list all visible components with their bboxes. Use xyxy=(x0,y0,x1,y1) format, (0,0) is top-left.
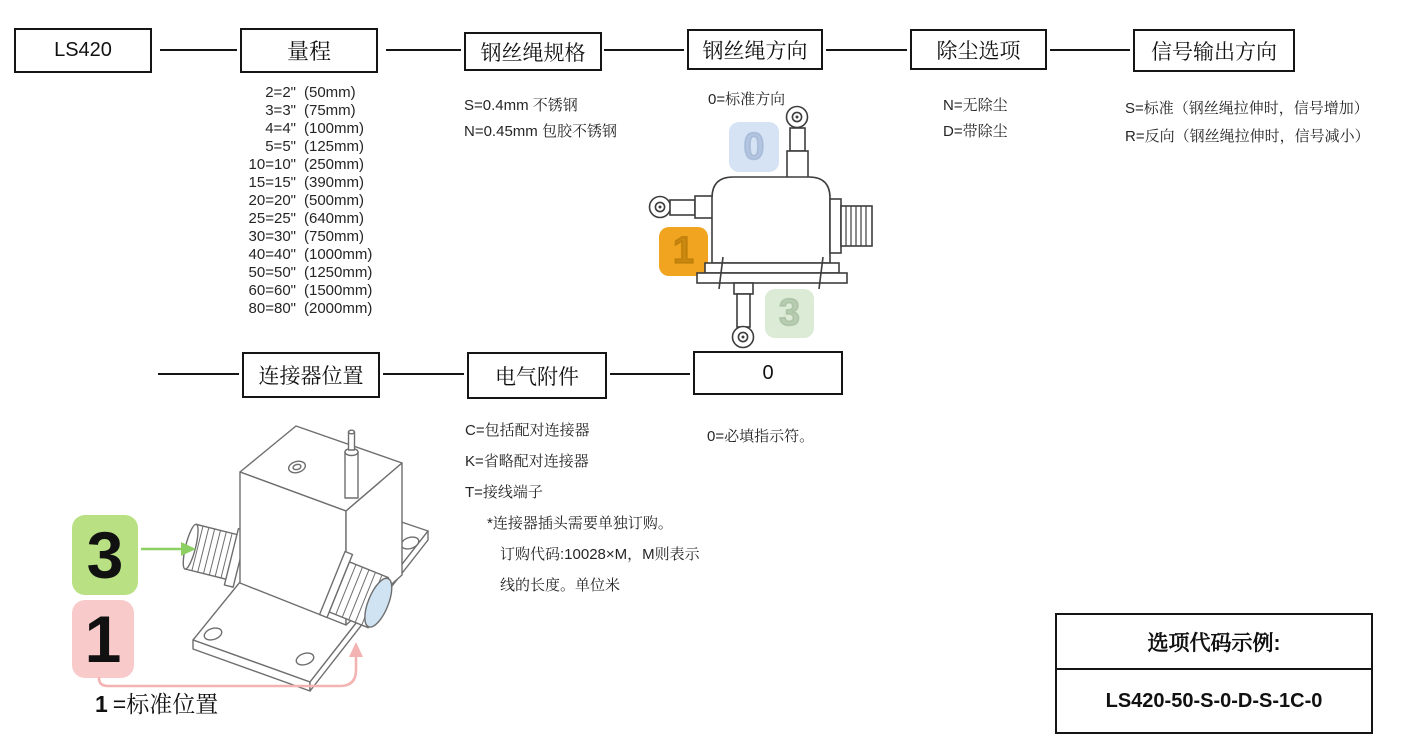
electrical-option-k: K=省略配对连接器 xyxy=(465,453,589,470)
range-options-list xyxy=(240,84,372,318)
connector-line xyxy=(160,49,237,51)
example-code-title: 选项代码示例: xyxy=(1057,615,1371,670)
electrical-options xyxy=(465,415,590,508)
range-label: 量程 xyxy=(286,39,331,64)
wire-spec-box xyxy=(464,32,602,71)
position-chip-1-digit: 1 xyxy=(84,602,122,676)
indicator-note: 0=必填指示符。 xyxy=(707,428,815,445)
electrical-box xyxy=(467,352,607,399)
range-option: 50=50" (1250mm) xyxy=(248,264,373,281)
dust-box xyxy=(910,29,1047,70)
connector-line xyxy=(604,49,684,51)
position-caption-text: =标准位置 xyxy=(112,691,219,717)
position-caption-number: 1 xyxy=(95,691,108,717)
range-option: 3=3" (75mm) xyxy=(265,102,356,119)
example-code-box xyxy=(1055,613,1373,734)
connector-position-box xyxy=(242,352,380,398)
electrical-footnote-3: 线的长度。单位米 xyxy=(500,577,621,594)
model-label: LS420 xyxy=(54,39,112,61)
range-option: 30=30" (750mm) xyxy=(248,228,365,245)
wire-direction-box xyxy=(687,29,823,70)
position-caption xyxy=(95,686,218,719)
electrical-label: 电气附件 xyxy=(495,365,579,389)
wire-direction-top-view-drawing xyxy=(650,107,873,348)
signal-box xyxy=(1133,29,1295,72)
direction-chip-0-digit: 0 xyxy=(743,125,765,168)
indicator-box xyxy=(693,351,843,395)
range-option: 4=4" (100mm) xyxy=(265,120,365,137)
indicator-label: 0 xyxy=(762,361,774,384)
connector-line xyxy=(383,373,464,375)
wire-spec-label: 钢丝绳规格 xyxy=(480,41,586,65)
signal-option-s: S=标准（钢丝绳拉伸时，信号增加） xyxy=(1125,100,1369,117)
connector-line xyxy=(1050,49,1130,51)
wire-direction-label: 钢丝绳方向 xyxy=(702,39,808,63)
signal-option-r: R=反向（钢丝绳拉伸时，信号减小） xyxy=(1125,128,1370,145)
signal-label: 信号输出方向 xyxy=(1151,40,1277,64)
range-option: 40=40" (1000mm) xyxy=(248,246,373,263)
position-chip-3-digit: 3 xyxy=(86,518,124,592)
range-option: 10=10" (250mm) xyxy=(248,156,365,173)
electrical-footnote-2: 订购代码:10028×M，M则表示 xyxy=(500,546,700,563)
electrical-footnotes xyxy=(487,508,700,601)
wire-direction-note: 0=标准方向 xyxy=(708,91,786,108)
connector-line xyxy=(158,373,239,375)
wire-spec-option-s: S=0.4mm 不锈钢 xyxy=(464,97,578,114)
connector-position-label: 连接器位置 xyxy=(258,365,364,388)
range-option: 25=25" (640mm) xyxy=(248,210,365,227)
wire-spec-option-n: N=0.45mm 包胶不锈钢 xyxy=(464,123,617,140)
dust-option-d: D=带除尘 xyxy=(943,123,1008,140)
direction-chip-1-digit: 1 xyxy=(672,230,695,272)
range-option: 60=60" (1500mm) xyxy=(248,282,373,299)
electrical-option-c: C=包括配对连接器 xyxy=(465,422,590,439)
connector-position-iso-drawing xyxy=(179,426,428,691)
dust-option-n: N=无除尘 xyxy=(943,97,1008,114)
electrical-option-t: T=接线端子 xyxy=(465,484,543,501)
example-code-value: LS420-50-S-0-D-S-1C-0 xyxy=(1105,689,1323,712)
connector-line xyxy=(610,373,690,375)
range-option: 15=15" (390mm) xyxy=(248,174,365,191)
range-option: 5=5" (125mm) xyxy=(265,138,365,155)
range-option: 20=20" (500mm) xyxy=(248,192,365,209)
range-option: 2=2" (50mm) xyxy=(265,84,356,101)
connector-line xyxy=(386,49,461,51)
range-option: 80=80" (2000mm) xyxy=(248,300,373,317)
connector-line xyxy=(826,49,907,51)
electrical-footnote-1: *连接器插头需要单独订购。 xyxy=(487,515,673,532)
model-box xyxy=(14,28,152,73)
range-box xyxy=(240,28,378,73)
dust-label: 除尘选项 xyxy=(936,39,1021,63)
direction-chip-3-digit: 3 xyxy=(778,292,801,334)
